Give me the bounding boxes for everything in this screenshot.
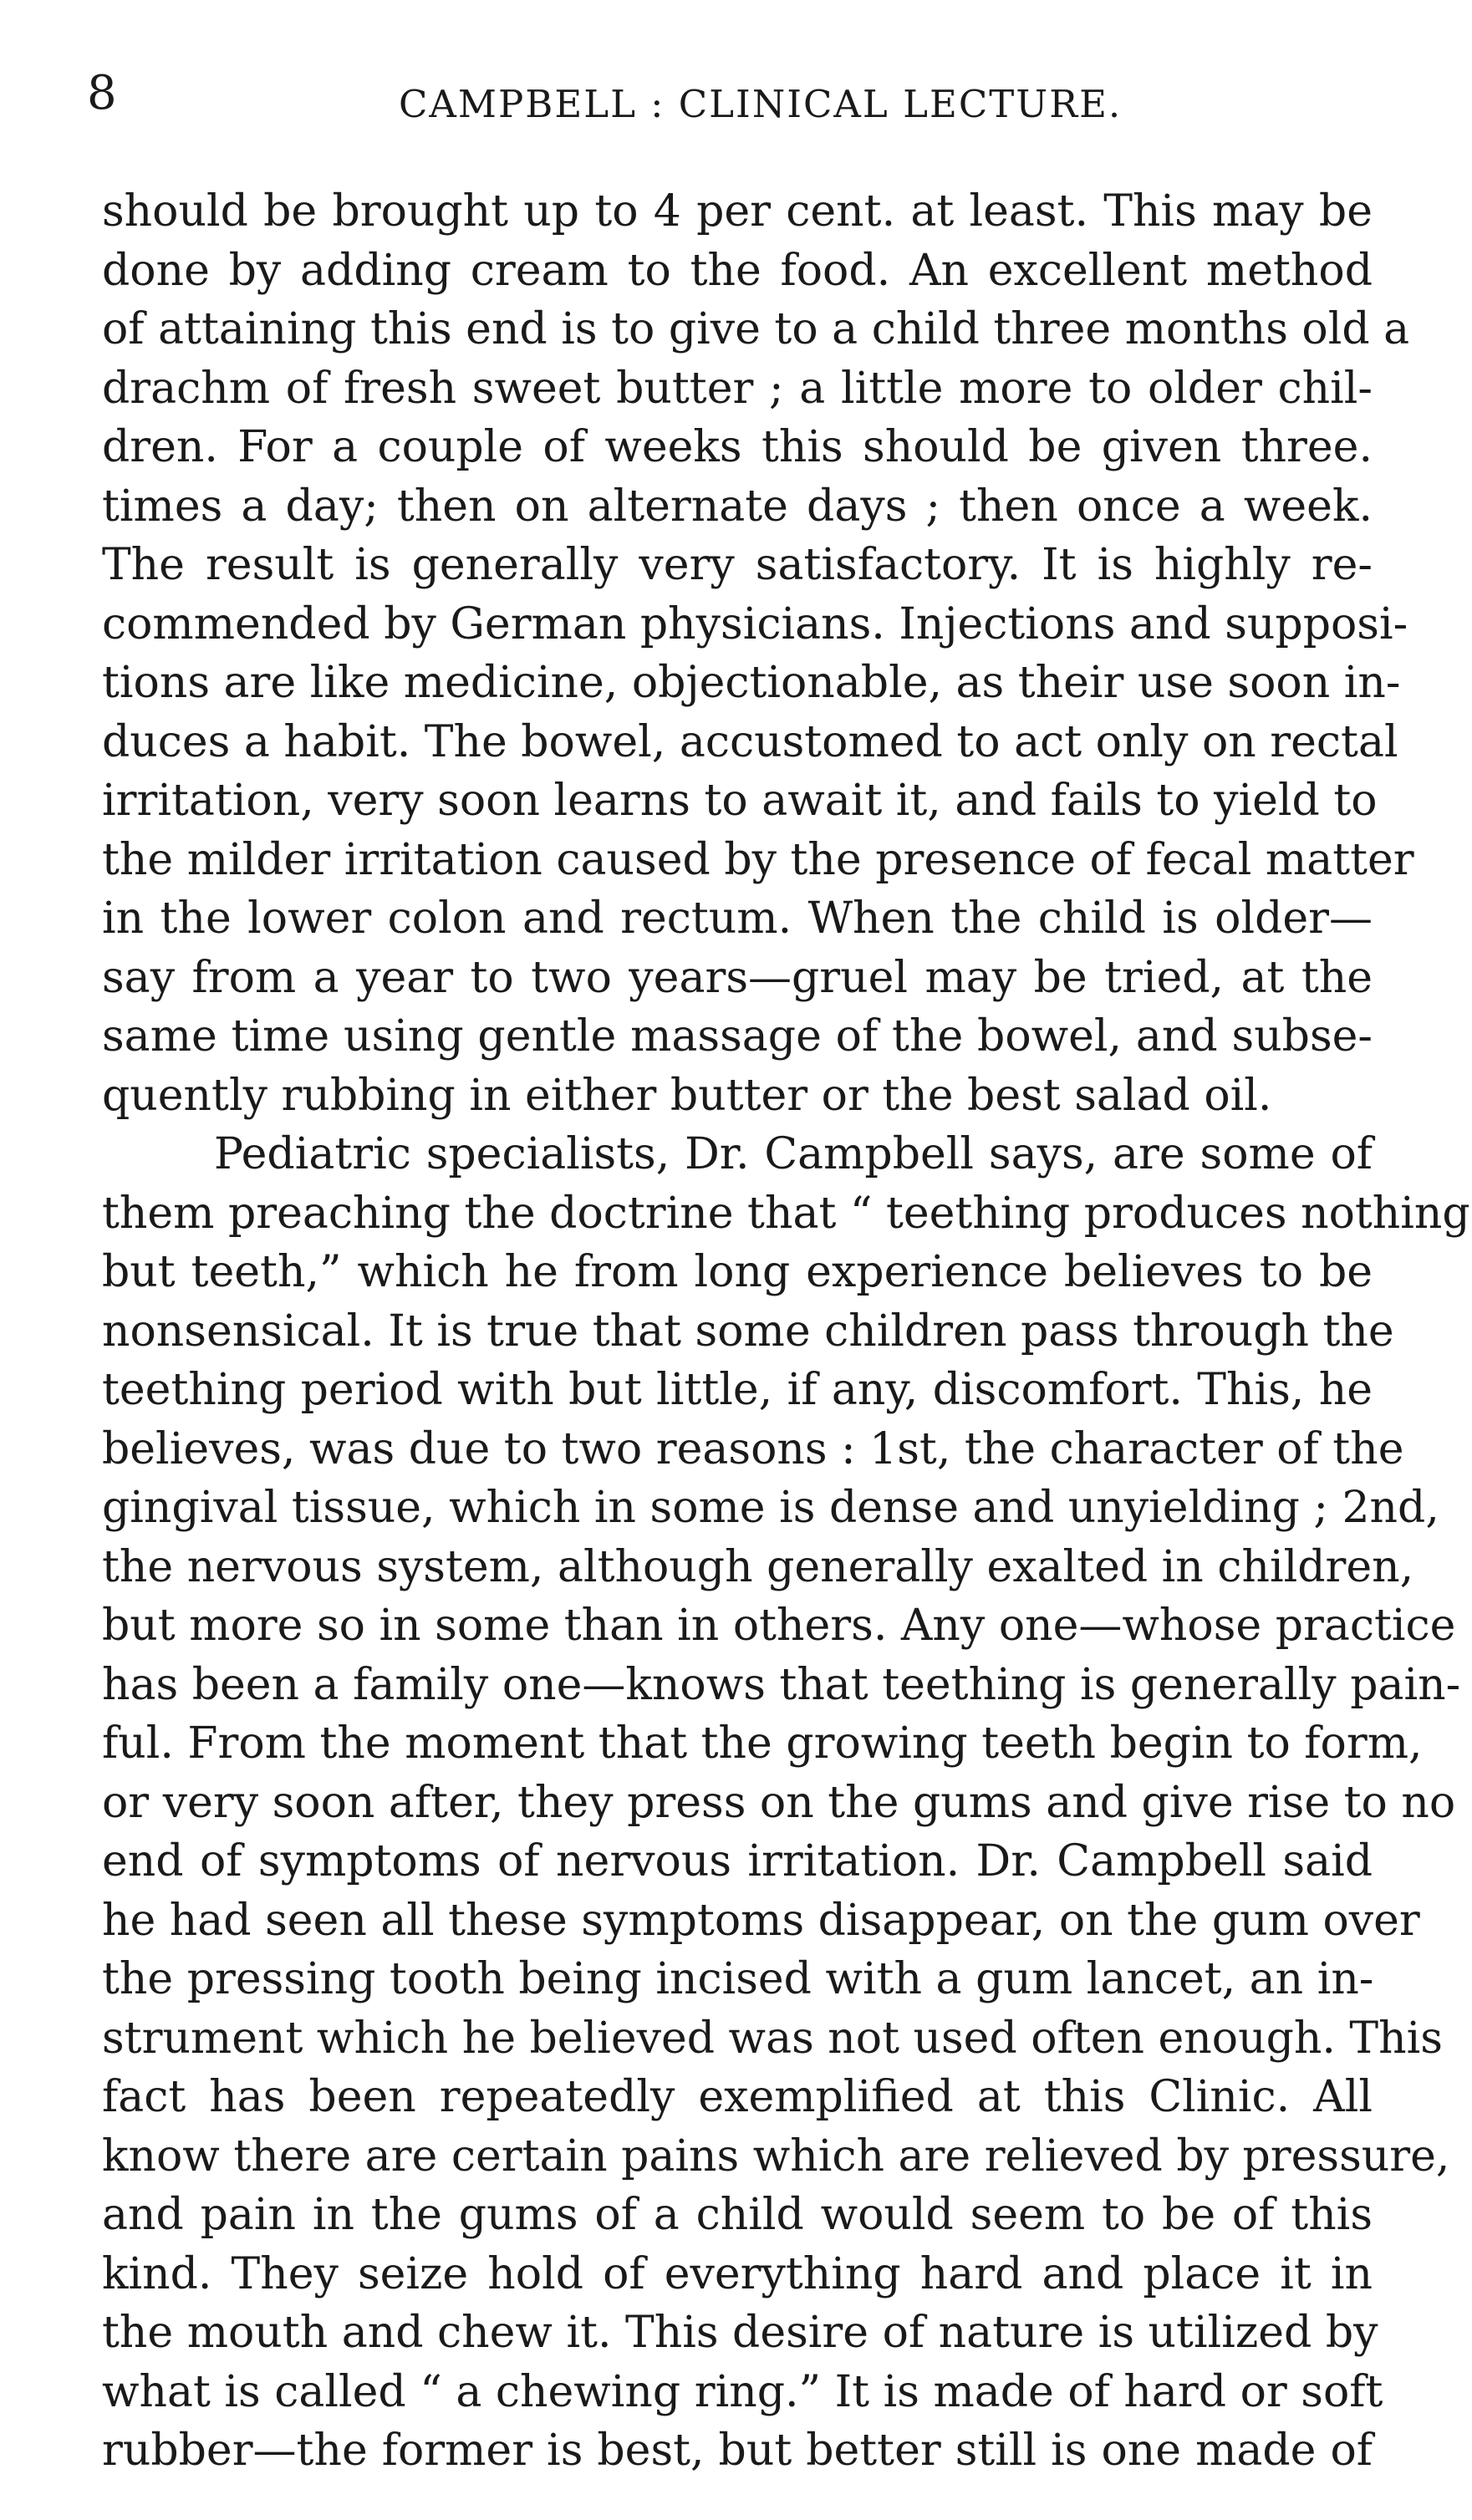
text-line: should be brought up to 4 per cent. at least. This may be — [102, 186, 1373, 237]
text-line: gingival tissue, which in some is dense and unyielding ; 2nd, — [102, 1483, 1439, 1533]
paragraph-end-line: quently rubbing in either butter or the best salad oil. — [102, 1070, 1272, 1121]
text-line: what is called “ a chewing ring.” It is made of hard or soft — [102, 2366, 1383, 2417]
text-line: done by adding cream to the food. An excellent method — [102, 245, 1373, 296]
text-line: tions are like medicine, objectionable, as their use soon in- — [102, 658, 1401, 708]
text-line: fact has been repeatedly exemplified at this Clinic. All — [102, 2072, 1373, 2122]
text-line: he had seen all these symptoms disappear, on the gum over — [102, 1895, 1420, 1946]
text-line: dren. For a couple of weeks this should be given three. — [102, 422, 1373, 472]
text-line: know there are certain pains which are relieved by pressure, — [102, 2131, 1450, 2181]
text-line: end of symptoms of nervous irritation. Dr. Campbell said — [102, 1836, 1373, 1886]
text-line: drachm of fresh sweet butter ; a little more to older chil- — [102, 363, 1373, 414]
text-line: ful. From the moment that the growing teeth begin to form, — [102, 1718, 1423, 1769]
text-line: in the lower colon and rectum. When the child is older— — [102, 893, 1373, 944]
text-line: but more so in some than in others. Any one—whose practice — [102, 1601, 1456, 1651]
text-line: of attaining this end is to give to a child three months old a — [102, 304, 1410, 354]
text-line: say from a year to two years—gruel may be tried, at the — [102, 952, 1373, 1003]
text-line: rubber—the former is best, but better still is one made of — [102, 2426, 1373, 2476]
text-line: believes, was due to two reasons : 1st, the character of the — [102, 1423, 1404, 1474]
text-line: kind. They seize hold of everything hard and place it in — [102, 2248, 1373, 2299]
text-line: them preaching the doctrine that “ teething produces nothing — [102, 1188, 1470, 1239]
running-head: CAMPBELL : CLINICAL LECTURE. — [399, 82, 1123, 126]
text-line: duces a habit. The bowel, accustomed to act only on rectal — [102, 716, 1398, 767]
text-line: same time using gentle massage of the bowel, and subse- — [102, 1011, 1373, 1061]
text-line: teething period with but little, if any, discomfort. This, he — [102, 1365, 1373, 1415]
body-text — [102, 182, 1470, 2481]
page-number: 8 — [87, 66, 117, 120]
text-line: The result is generally very satisfactory. It is highly re- — [102, 540, 1373, 590]
text-line: or very soon after, they press on the gums and give rise to no — [102, 1777, 1456, 1828]
text-line: and pain in the gums of a child would seem to be of this — [102, 2190, 1373, 2240]
text-line: the milder irritation caused by the presence of fecal matter — [102, 834, 1414, 885]
text-line: but teeth,” which he from long experience believes to be — [102, 1247, 1373, 1297]
text-line: the pressing tooth being incised with a gum lancet, an in- — [102, 1954, 1374, 2004]
text-line: times a day; then on alternate days ; then once a week. — [102, 481, 1373, 532]
text-line: the mouth and chew it. This desire of nature is utilized by — [102, 2308, 1378, 2358]
text-line: commended by German physicians. Injections and supposi- — [102, 598, 1408, 649]
text-line: has been a family one—knows that teething is generally pain- — [102, 1659, 1461, 1710]
text-line: the nervous system, although generally exalted in children, — [102, 1541, 1414, 1592]
text-line: strument which he believed was not used often enough. This — [102, 2013, 1443, 2064]
paragraph-start-line: Pediatric specialists, Dr. Campbell says, are some of — [214, 1129, 1373, 1179]
text-line: nonsensical. It is true that some children pass through the — [102, 1306, 1394, 1357]
text-line: irritation, very soon learns to await it, and fails to yield to — [102, 776, 1378, 826]
